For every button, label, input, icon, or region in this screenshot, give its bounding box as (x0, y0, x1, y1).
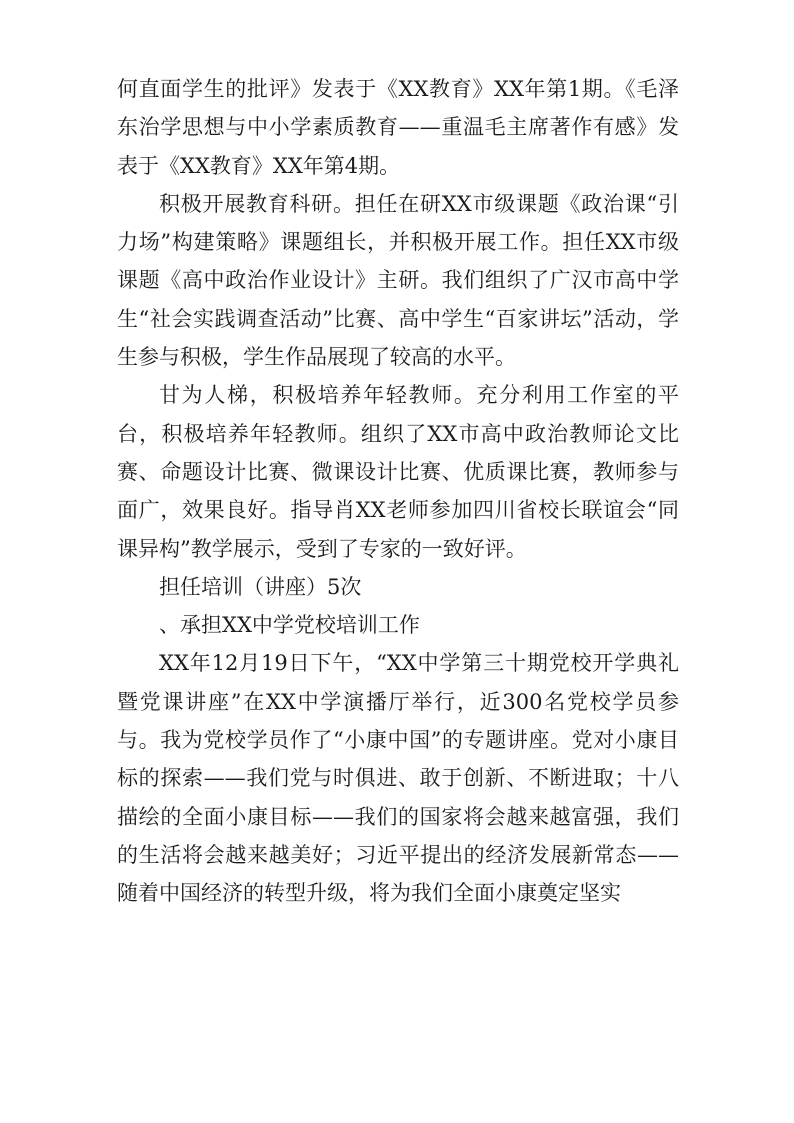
document-body (117, 70, 679, 913)
paragraph-party-school-heading: 、承担XX中学党校培训工作 (159, 613, 420, 638)
paragraph-training-count: 担任培训（讲座）5次 (159, 574, 362, 599)
paragraph-research: 积极开展教育科研。担任在研XX市级课题《政治课“引力场”构建策略》课题组长，并积极开展工作。担任XX市级课题《高中政治作业设计》主研。我们组织了广汉市高中学生“社会实践调查活动”比赛、高中学生“百家讲坛”活动，学生参与积极，学生作品展现了较高的水平。 (117, 191, 679, 370)
paragraph-publications-continued: 何直面学生的批评》发表于《XX教育》XX年第1期。《毛泽东治学思想与中小学素质教育——重温毛主席著作有感》发表于《XX教育》XX年第4期。 (117, 77, 679, 178)
paragraph-party-school-lecture: XX年12月19日下午，“XX中学第三十期党校开学典礼暨党课讲座”在XX中学演播厅举行，近300名党校学员参与。我为党校学员作了“小康中国”的专题讲座。党对小康目标的探索——我们党与时俱进、敢于创新、不断进取；十八描绘的全面小康目标——我们的国家将会越来越富强，我们的生活将会越来越美好；习近平提出的经济发展新常态——随着中国经济的转型升级，将为我们全面小康奠定坚实 (117, 651, 679, 906)
paragraph-young-teachers: 甘为人梯，积极培养年轻教师。充分利用工作室的平台，积极培养年轻教师。组织了XX市高中政治教师论文比赛、命题设计比赛、微课设计比赛、优质课比赛，教师参与面广，效果良好。指导肖XX老师参加四川省校长联谊会“同课异构”教学展示，受到了专家的一致好评。 (117, 383, 679, 561)
